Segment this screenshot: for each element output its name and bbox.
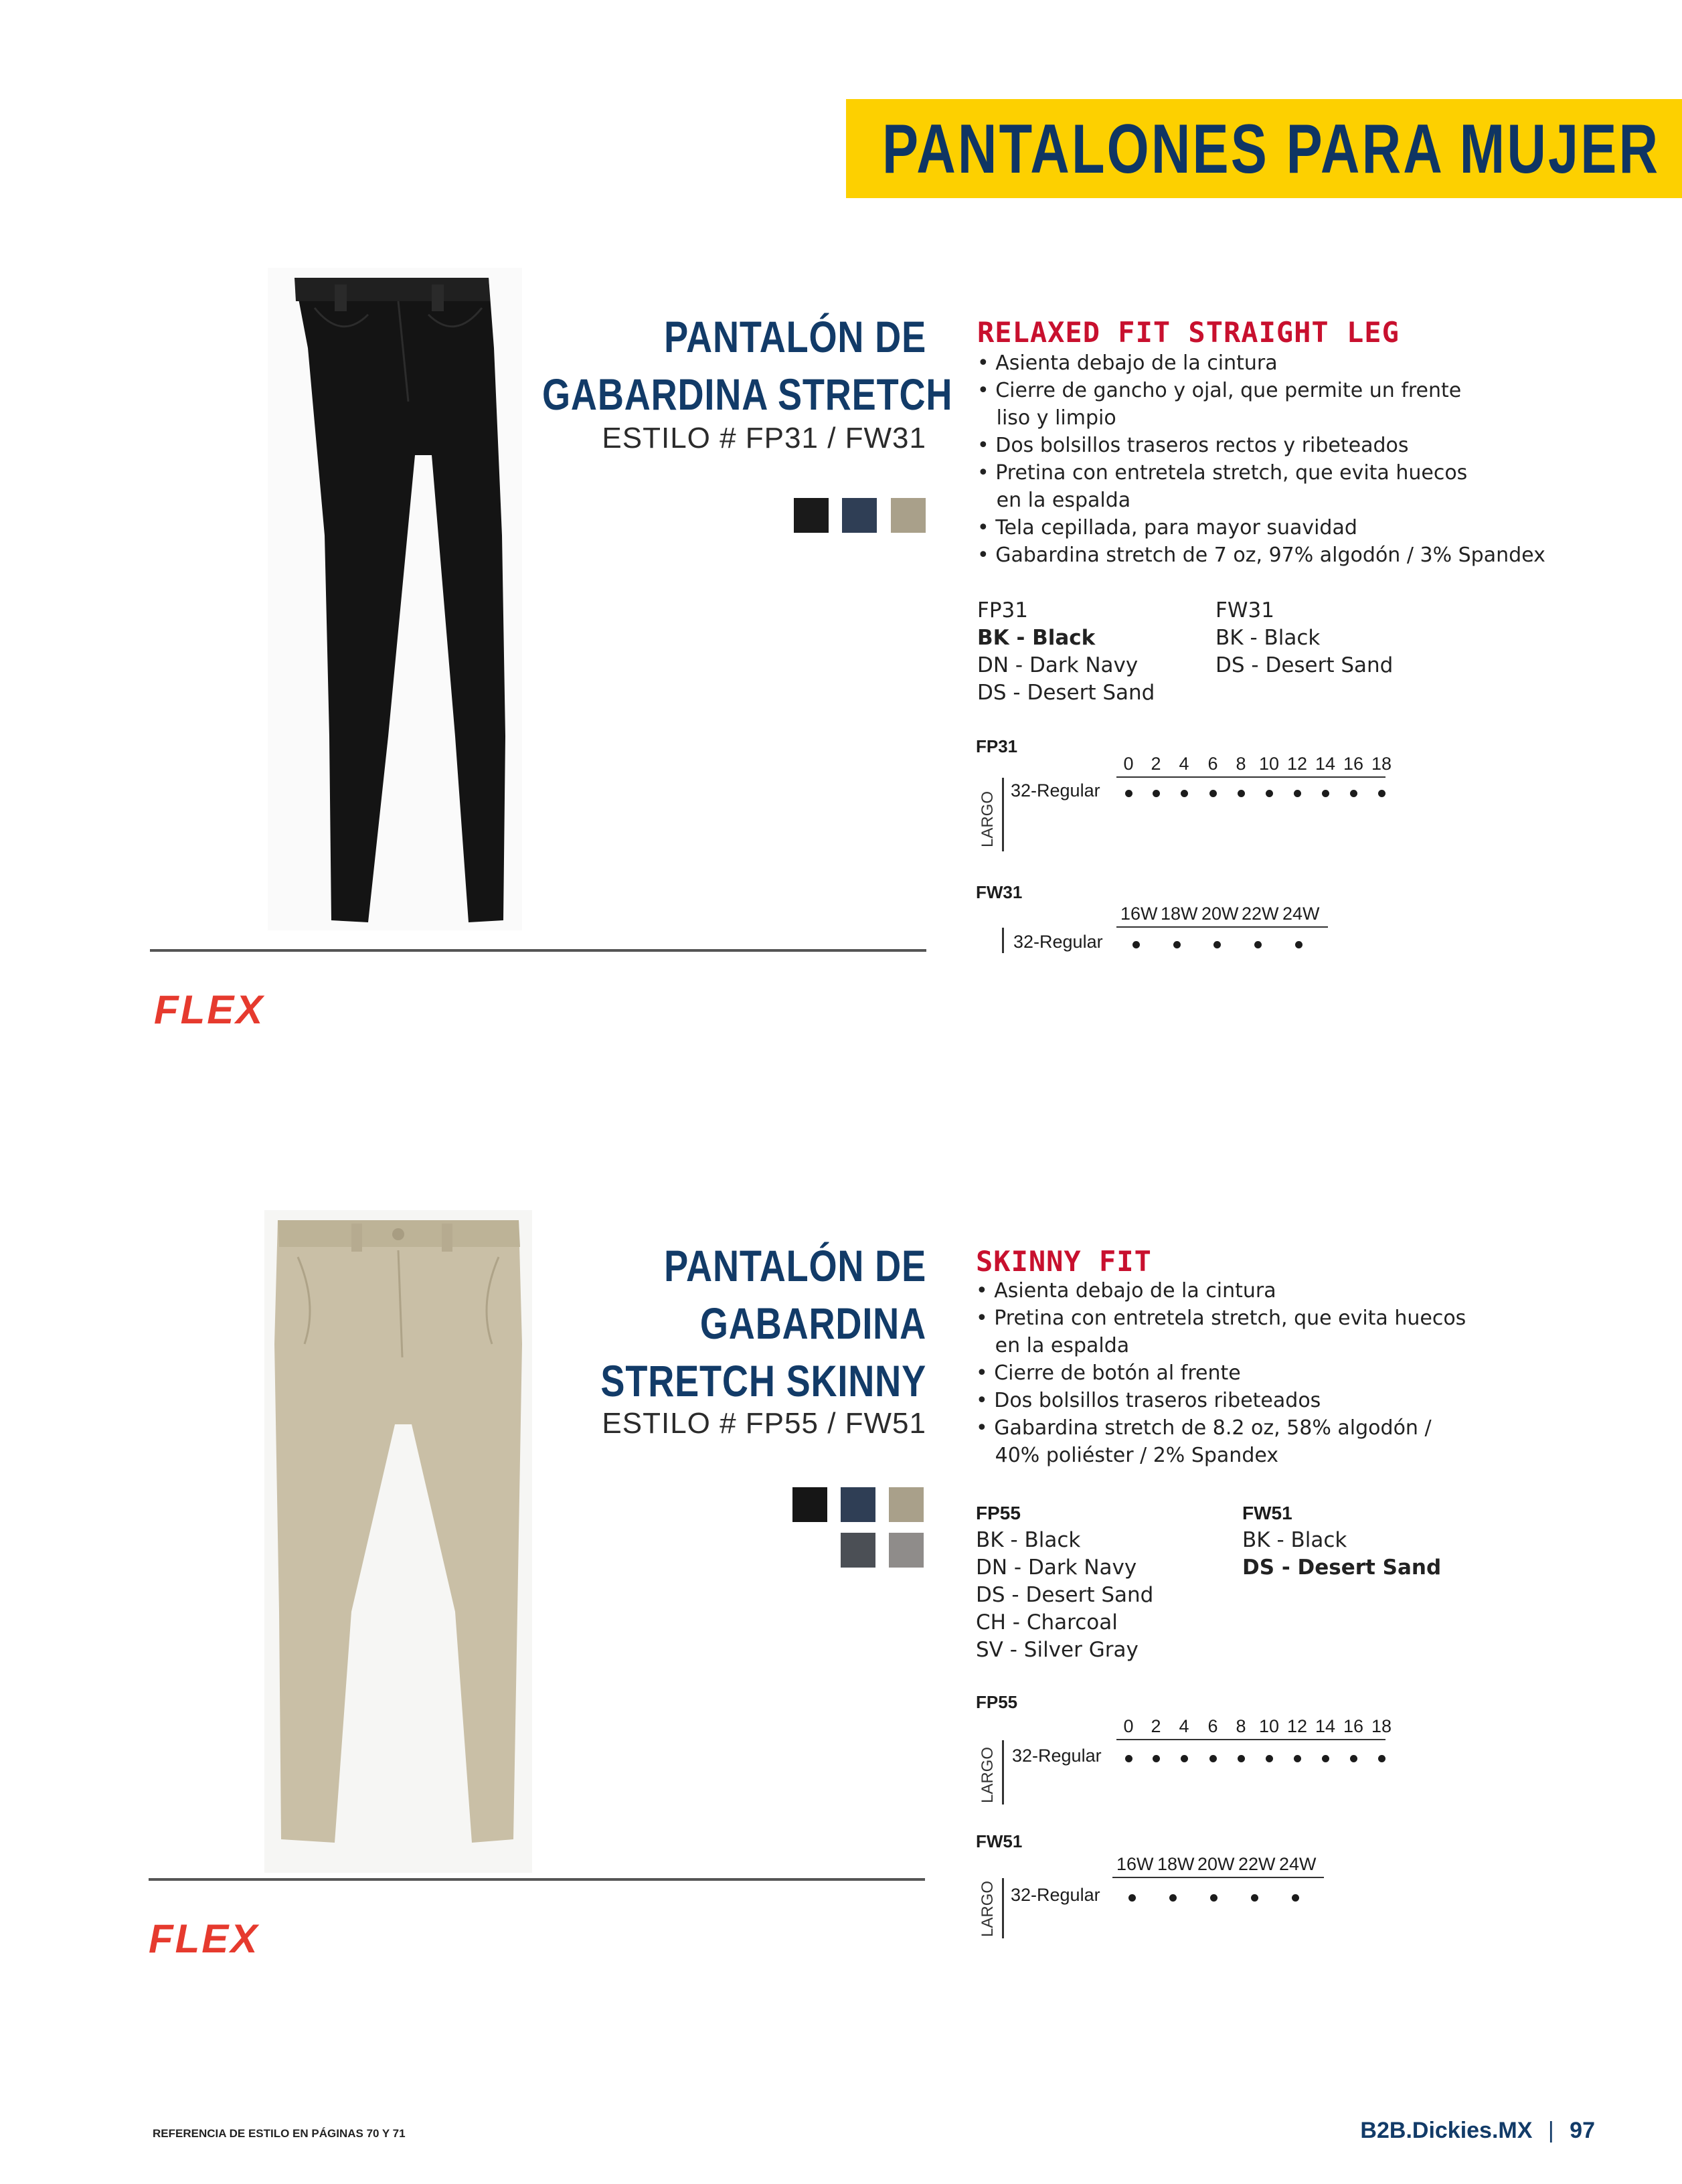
size-label: 12: [1286, 754, 1308, 774]
size-row-label: 32-Regular: [1012, 1746, 1102, 1766]
size-label: 12: [1286, 1716, 1308, 1736]
product-2-fit: SKINNY FIT: [976, 1245, 1152, 1278]
feature: • Cierre de gancho y ojal, que permite un frente: [977, 379, 1462, 402]
largo-label: LARGO: [979, 1880, 997, 1937]
availability-dot: [1294, 790, 1301, 797]
availability-dot: [1322, 790, 1329, 797]
availability-dot: [1238, 1755, 1245, 1762]
availability-dot: [1378, 1755, 1385, 1762]
availability-dot: [1209, 1755, 1217, 1762]
product-2-title-line-1: PANTALÓN DE: [664, 1241, 926, 1290]
color-item: DS - Desert Sand: [1215, 653, 1394, 677]
size-label: 20W: [1201, 904, 1239, 924]
product-2-style: ESTILO # FP55 / FW51: [602, 1407, 926, 1440]
size-table-title: FP31: [976, 736, 1018, 756]
size-table-axis: [1002, 1878, 1004, 1938]
product-2-title: [458, 1237, 926, 1410]
color-item: BK - Black: [976, 1528, 1081, 1552]
size-label: 14: [1315, 754, 1336, 774]
product-2-features: [976, 1277, 1466, 1469]
flex-badge: FLEX: [154, 987, 265, 1032]
size-label: 22W: [1242, 904, 1279, 924]
colors-heading: FP55: [976, 1503, 1021, 1523]
size-label: 6: [1207, 1716, 1218, 1736]
size-table-title: FP55: [976, 1692, 1018, 1712]
largo-label: LARGO: [979, 1746, 997, 1803]
size-label: 0: [1123, 1716, 1134, 1736]
availability-dot: [1173, 941, 1181, 948]
availability-dot: [1128, 1894, 1136, 1902]
section-divider: [150, 949, 926, 952]
availability-dot: [1210, 1894, 1217, 1902]
size-label: 10: [1258, 754, 1280, 774]
availability-dot: [1350, 790, 1357, 797]
size-label: 16W: [1120, 904, 1158, 924]
feature: • Dos bolsillos traseros rectos y ribeteados: [977, 434, 1409, 457]
availability-dot: [1350, 1755, 1357, 1762]
size-label: 2: [1151, 1716, 1161, 1736]
size-label: 18W: [1157, 1854, 1195, 1874]
size-label: 18: [1371, 1716, 1392, 1736]
swatch-desert-sand: [889, 1487, 924, 1522]
availability-dot: [1213, 941, 1221, 948]
size-label: 18W: [1161, 904, 1198, 924]
size-header-rule: [1116, 1739, 1385, 1740]
size-label: 24W: [1282, 904, 1320, 924]
swatch-dark-navy: [842, 498, 877, 533]
product-1-colors-right: [1215, 597, 1393, 679]
availability-dot: [1378, 790, 1385, 797]
size-label: 16: [1343, 754, 1364, 774]
feature: liso y limpio: [977, 406, 1116, 430]
size-header-rule: [1112, 1877, 1324, 1878]
product-1-colors-left: [977, 597, 1155, 707]
colors-heading: FW51: [1242, 1503, 1292, 1523]
color-item: BK - Black: [1215, 626, 1321, 650]
color-item: BK - Black: [977, 626, 1096, 650]
feature: • Gabardina stretch de 8.2 oz, 58% algodón /: [976, 1416, 1432, 1440]
size-label: 4: [1179, 1716, 1189, 1736]
color-item: SV - Silver Gray: [976, 1638, 1139, 1662]
size-label: 16W: [1116, 1854, 1154, 1874]
availability-dot: [1209, 790, 1217, 797]
availability-dot: [1292, 1894, 1299, 1902]
flex-badge: FLEX: [149, 1916, 260, 1961]
availability-dot: [1169, 1894, 1177, 1902]
product-2-colors-right: [1242, 1499, 1441, 1582]
swatch-dark-navy: [841, 1487, 875, 1522]
feature: • Pretina con entretela stretch, que evita huecos: [976, 1307, 1466, 1330]
colors-heading: FW31: [1215, 598, 1274, 622]
size-table-axis: [1002, 1740, 1004, 1804]
page-title: PANTALONES PARA MUJER: [882, 110, 1661, 188]
availability-dot: [1322, 1755, 1329, 1762]
feature: • Tela cepillada, para mayor suavidad: [977, 516, 1357, 539]
page-number: 97: [1570, 2118, 1595, 2143]
swatch-desert-sand: [891, 498, 926, 533]
footer-site-and-page: [1360, 2118, 1595, 2144]
size-label: 8: [1236, 754, 1246, 774]
size-table-axis: [1002, 928, 1004, 953]
feature: 40% poliéster / 2% Spandex: [976, 1444, 1279, 1467]
footer-separator: |: [1547, 2118, 1554, 2143]
product-1-title: [458, 308, 953, 423]
swatch-black: [794, 498, 829, 533]
feature: • Cierre de botón al frente: [976, 1361, 1241, 1385]
size-label: 10: [1258, 1716, 1280, 1736]
product-1-title-line-1: PANTALÓN DE: [664, 312, 926, 361]
size-row-label: 32-Regular: [1011, 1885, 1100, 1905]
color-item: DN - Dark Navy: [977, 653, 1139, 677]
product-2-title-line-2: GABARDINA: [699, 1298, 926, 1348]
size-label: 18: [1371, 754, 1392, 774]
feature: • Gabardina stretch de 7 oz, 97% algodón / 3% Spandex: [977, 543, 1545, 567]
product-1-fit: RELAXED FIT STRAIGHT LEG: [977, 316, 1400, 349]
feature: • Asienta debajo de la cintura: [976, 1279, 1276, 1303]
size-label: 8: [1236, 1716, 1246, 1736]
size-table-title: FW51: [976, 1831, 1023, 1851]
feature: • Asienta debajo de la cintura: [977, 351, 1278, 375]
size-label: 6: [1207, 754, 1218, 774]
product-2-title-line-3: STRETCH SKINNY: [600, 1356, 926, 1406]
size-label: 22W: [1238, 1854, 1276, 1874]
availability-dot: [1254, 941, 1262, 948]
size-header-row: [0, 754, 1682, 776]
availability-dot: [1251, 1894, 1258, 1902]
size-label: 4: [1179, 754, 1189, 774]
availability-dot: [1153, 790, 1160, 797]
product-1-style: ESTILO # FP31 / FW31: [602, 422, 926, 454]
availability-dot: [1266, 790, 1273, 797]
size-header-rule: [1116, 926, 1328, 928]
product-1-title-line-2: GABARDINA STRETCH: [542, 369, 953, 419]
feature: • Pretina con entretela stretch, que evita huecos: [977, 461, 1468, 485]
product-1-features: [977, 349, 1545, 569]
size-label: 14: [1315, 1716, 1336, 1736]
color-item: CH - Charcoal: [976, 1610, 1118, 1634]
size-label: 24W: [1279, 1854, 1317, 1874]
size-label: 20W: [1197, 1854, 1235, 1874]
availability-dot: [1295, 941, 1302, 948]
availability-dot: [1266, 1755, 1273, 1762]
footer-site: B2B.Dickies.MX: [1360, 2118, 1533, 2143]
color-item: DN - Dark Navy: [976, 1556, 1137, 1580]
size-header-row: [0, 1854, 1682, 1877]
color-item: DS - Desert Sand: [1242, 1556, 1442, 1580]
colors-heading: FP31: [977, 598, 1028, 622]
availability-dot: [1132, 941, 1140, 948]
size-table-axis: [1002, 778, 1004, 851]
availability-dot: [1125, 790, 1132, 797]
availability-dot: [1125, 1755, 1132, 1762]
color-item: DS - Desert Sand: [977, 681, 1155, 705]
feature: • Dos bolsillos traseros ribeteados: [976, 1389, 1321, 1412]
product-2-colors-left: [976, 1499, 1153, 1664]
color-item: DS - Desert Sand: [976, 1583, 1154, 1607]
availability-dot: [1181, 1755, 1188, 1762]
swatch-silver-gray: [889, 1533, 924, 1568]
size-label: 16: [1343, 1716, 1364, 1736]
size-header-row: [0, 1716, 1682, 1739]
swatch-charcoal: [841, 1533, 875, 1568]
size-label: 0: [1123, 754, 1134, 774]
footer-reference: REFERENCIA DE ESTILO EN PÁGINAS 70 Y 71: [153, 2127, 406, 2140]
size-header-row: [0, 904, 1682, 926]
largo-label: LARGO: [979, 790, 997, 847]
size-table-title: FW31: [976, 882, 1023, 902]
availability-dot: [1294, 1755, 1301, 1762]
feature: en la espalda: [976, 1334, 1130, 1357]
availability-dot: [1238, 790, 1245, 797]
size-header-rule: [1116, 776, 1385, 778]
size-row-label: 32-Regular: [1013, 932, 1103, 952]
color-item: BK - Black: [1242, 1528, 1347, 1552]
availability-dot: [1181, 790, 1188, 797]
swatch-black: [792, 1487, 827, 1522]
size-row-label: 32-Regular: [1011, 780, 1100, 801]
section-divider: [149, 1878, 925, 1881]
size-label: 2: [1151, 754, 1161, 774]
availability-dot: [1153, 1755, 1160, 1762]
feature: en la espalda: [977, 489, 1131, 512]
